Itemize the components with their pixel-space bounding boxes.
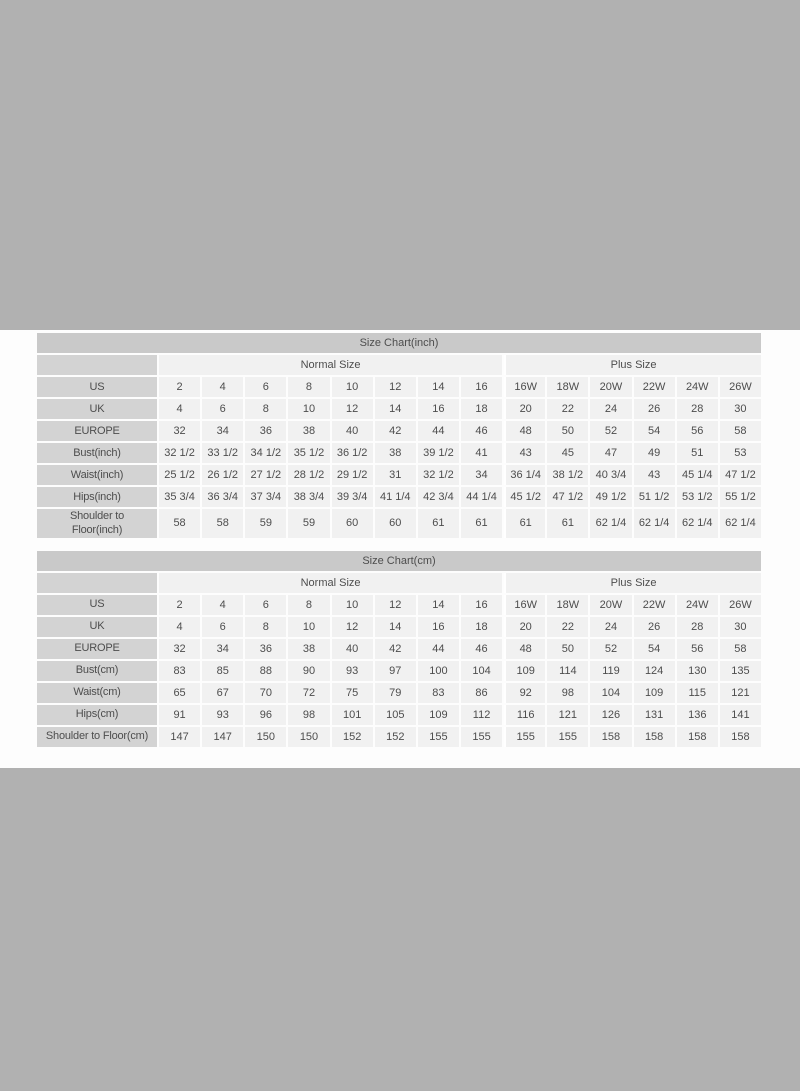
size-value: 4 (202, 377, 243, 397)
size-value: 93 (332, 661, 373, 681)
size-value: 54 (634, 639, 675, 659)
size-value: 4 (159, 617, 200, 637)
size-value: 36 1/2 (332, 443, 373, 463)
size-value: 44 (418, 421, 459, 441)
size-value: 124 (634, 661, 675, 681)
size-value: 47 1/2 (547, 487, 588, 507)
table-title: Size Chart(cm) (37, 551, 761, 571)
size-value: 65 (159, 683, 200, 703)
size-value: 55 1/2 (720, 487, 761, 507)
size-value: 36 (245, 421, 286, 441)
size-value: 53 (720, 443, 761, 463)
size-value: 104 (461, 661, 502, 681)
row-label: UK (37, 617, 157, 637)
size-value: 12 (332, 617, 373, 637)
size-value: 152 (332, 727, 373, 747)
size-value: 131 (634, 705, 675, 725)
size-value: 44 1/4 (461, 487, 502, 507)
size-value: 61 (418, 509, 459, 538)
size-value: 155 (418, 727, 459, 747)
row-label: Shoulder to Floor(inch) (37, 509, 157, 538)
size-value: 47 1/2 (720, 465, 761, 485)
size-value: 28 1/2 (288, 465, 329, 485)
size-value: 32 (159, 639, 200, 659)
size-value: 4 (202, 595, 243, 615)
size-value: 40 (332, 421, 373, 441)
size-value: 22 (547, 617, 588, 637)
size-chart-panel (0, 330, 800, 768)
size-value: 83 (418, 683, 459, 703)
row-label: US (37, 595, 157, 615)
size-value: 152 (375, 727, 416, 747)
size-value: 22 (547, 399, 588, 419)
size-value: 36 (245, 639, 286, 659)
size-value: 27 1/2 (245, 465, 286, 485)
size-value: 52 (590, 639, 631, 659)
size-value: 39 1/2 (418, 443, 459, 463)
size-value: 83 (159, 661, 200, 681)
corner-cell (37, 355, 157, 375)
size-value: 44 (418, 639, 459, 659)
size-value: 12 (332, 399, 373, 419)
size-value: 58 (159, 509, 200, 538)
size-value: 37 3/4 (245, 487, 286, 507)
size-value: 112 (461, 705, 502, 725)
size-value: 100 (418, 661, 459, 681)
size-value: 141 (720, 705, 761, 725)
size-value: 10 (332, 595, 373, 615)
size-value: 114 (547, 661, 588, 681)
row-label: EUROPE (37, 421, 157, 441)
size-value: 130 (677, 661, 718, 681)
size-value: 109 (634, 683, 675, 703)
size-value: 61 (504, 509, 545, 538)
size-value: 49 1/2 (590, 487, 631, 507)
size-value: 58 (202, 509, 243, 538)
size-value: 40 (332, 639, 373, 659)
size-value: 119 (590, 661, 631, 681)
size-value: 16 (461, 595, 502, 615)
row-label: Bust(cm) (37, 661, 157, 681)
size-value: 158 (590, 727, 631, 747)
size-value: 91 (159, 705, 200, 725)
size-value: 67 (202, 683, 243, 703)
size-value: 22W (634, 595, 675, 615)
size-value: 8 (245, 617, 286, 637)
size-value: 38 (375, 443, 416, 463)
size-value: 58 (720, 421, 761, 441)
size-chart-inch-table (35, 331, 763, 540)
size-value: 147 (159, 727, 200, 747)
size-value: 43 (504, 443, 545, 463)
size-value: 59 (288, 509, 329, 538)
size-value: 52 (590, 421, 631, 441)
size-value: 36 3/4 (202, 487, 243, 507)
size-value: 25 1/2 (159, 465, 200, 485)
size-value: 36 1/4 (504, 465, 545, 485)
size-value: 4 (159, 399, 200, 419)
size-value: 41 1/4 (375, 487, 416, 507)
size-value: 24W (677, 595, 718, 615)
row-label: Waist(inch) (37, 465, 157, 485)
size-value: 97 (375, 661, 416, 681)
size-value: 136 (677, 705, 718, 725)
size-value: 24 (590, 399, 631, 419)
size-value: 105 (375, 705, 416, 725)
size-value: 8 (288, 595, 329, 615)
size-value: 150 (245, 727, 286, 747)
column-group-header: Plus Size (504, 355, 761, 375)
size-value: 62 1/4 (590, 509, 631, 538)
size-value: 14 (418, 595, 459, 615)
size-value: 104 (590, 683, 631, 703)
column-group-header: Plus Size (504, 573, 761, 593)
column-group-header: Normal Size (159, 573, 502, 593)
row-label: US (37, 377, 157, 397)
row-label: EUROPE (37, 639, 157, 659)
size-value: 126 (590, 705, 631, 725)
size-value: 6 (245, 377, 286, 397)
size-value: 93 (202, 705, 243, 725)
size-value: 16 (418, 617, 459, 637)
size-value: 10 (332, 377, 373, 397)
size-value: 61 (547, 509, 588, 538)
size-value: 18 (461, 399, 502, 419)
size-value: 32 1/2 (418, 465, 459, 485)
size-value: 26W (720, 377, 761, 397)
size-value: 32 (159, 421, 200, 441)
size-value: 26 1/2 (202, 465, 243, 485)
size-value: 155 (547, 727, 588, 747)
size-value: 53 1/2 (677, 487, 718, 507)
size-value: 56 (677, 639, 718, 659)
size-value: 155 (461, 727, 502, 747)
size-value: 24W (677, 377, 718, 397)
size-value: 32 1/2 (159, 443, 200, 463)
size-value: 50 (547, 639, 588, 659)
size-value: 35 1/2 (288, 443, 329, 463)
size-value: 75 (332, 683, 373, 703)
size-value: 58 (720, 639, 761, 659)
row-label: UK (37, 399, 157, 419)
size-value: 59 (245, 509, 286, 538)
size-value: 22W (634, 377, 675, 397)
size-value: 29 1/2 (332, 465, 373, 485)
size-value: 46 (461, 421, 502, 441)
size-value: 61 (461, 509, 502, 538)
size-value: 39 3/4 (332, 487, 373, 507)
size-value: 34 1/2 (245, 443, 286, 463)
size-value: 26 (634, 617, 675, 637)
size-value: 62 1/4 (634, 509, 675, 538)
size-value: 31 (375, 465, 416, 485)
size-value: 35 3/4 (159, 487, 200, 507)
size-value: 34 (202, 421, 243, 441)
size-value: 98 (288, 705, 329, 725)
table-title: Size Chart(inch) (37, 333, 761, 353)
size-value: 38 3/4 (288, 487, 329, 507)
column-group-header: Normal Size (159, 355, 502, 375)
size-value: 8 (245, 399, 286, 419)
size-value: 56 (677, 421, 718, 441)
size-value: 47 (590, 443, 631, 463)
size-value: 26 (634, 399, 675, 419)
size-value: 20 (504, 617, 545, 637)
size-value: 16 (418, 399, 459, 419)
size-value: 86 (461, 683, 502, 703)
size-value: 33 1/2 (202, 443, 243, 463)
size-value: 8 (288, 377, 329, 397)
size-value: 38 (288, 421, 329, 441)
size-value: 85 (202, 661, 243, 681)
size-value: 45 1/2 (504, 487, 545, 507)
size-value: 158 (720, 727, 761, 747)
size-value: 121 (720, 683, 761, 703)
size-value: 121 (547, 705, 588, 725)
size-value: 109 (504, 661, 545, 681)
size-value: 45 (547, 443, 588, 463)
row-label: Hips(cm) (37, 705, 157, 725)
size-value: 18 (461, 617, 502, 637)
corner-cell (37, 573, 157, 593)
size-value: 10 (288, 399, 329, 419)
size-value: 28 (677, 617, 718, 637)
size-value: 155 (504, 727, 545, 747)
size-value: 135 (720, 661, 761, 681)
size-value: 18W (547, 595, 588, 615)
size-value: 12 (375, 377, 416, 397)
size-value: 150 (288, 727, 329, 747)
size-value: 30 (720, 617, 761, 637)
size-value: 51 1/2 (634, 487, 675, 507)
size-value: 41 (461, 443, 502, 463)
size-chart-cm-table (35, 549, 763, 749)
size-value: 158 (634, 727, 675, 747)
size-value: 14 (375, 399, 416, 419)
size-value: 16W (504, 595, 545, 615)
size-value: 34 (202, 639, 243, 659)
size-value: 45 1/4 (677, 465, 718, 485)
row-label: Bust(inch) (37, 443, 157, 463)
size-value: 72 (288, 683, 329, 703)
size-value: 79 (375, 683, 416, 703)
size-value: 116 (504, 705, 545, 725)
row-label: Hips(inch) (37, 487, 157, 507)
size-value: 12 (375, 595, 416, 615)
size-value: 30 (720, 399, 761, 419)
size-value: 60 (332, 509, 373, 538)
size-value: 26W (720, 595, 761, 615)
size-value: 6 (245, 595, 286, 615)
size-value: 14 (375, 617, 416, 637)
size-value: 38 (288, 639, 329, 659)
size-value: 158 (677, 727, 718, 747)
size-value: 98 (547, 683, 588, 703)
size-value: 16W (504, 377, 545, 397)
size-value: 96 (245, 705, 286, 725)
size-value: 62 1/4 (677, 509, 718, 538)
size-value: 92 (504, 683, 545, 703)
size-value: 51 (677, 443, 718, 463)
size-value: 2 (159, 595, 200, 615)
row-label: Waist(cm) (37, 683, 157, 703)
size-value: 42 3/4 (418, 487, 459, 507)
size-value: 6 (202, 617, 243, 637)
size-value: 42 (375, 639, 416, 659)
size-value: 101 (332, 705, 373, 725)
size-value: 50 (547, 421, 588, 441)
size-value: 49 (634, 443, 675, 463)
size-value: 10 (288, 617, 329, 637)
size-value: 60 (375, 509, 416, 538)
size-value: 43 (634, 465, 675, 485)
size-value: 42 (375, 421, 416, 441)
size-value: 48 (504, 421, 545, 441)
size-value: 115 (677, 683, 718, 703)
size-value: 20 (504, 399, 545, 419)
row-label: Shoulder to Floor(cm) (37, 727, 157, 747)
size-value: 147 (202, 727, 243, 747)
size-value: 46 (461, 639, 502, 659)
size-value: 20W (590, 377, 631, 397)
size-value: 90 (288, 661, 329, 681)
size-value: 48 (504, 639, 545, 659)
size-value: 34 (461, 465, 502, 485)
size-value: 109 (418, 705, 459, 725)
size-value: 40 3/4 (590, 465, 631, 485)
size-value: 38 1/2 (547, 465, 588, 485)
size-value: 28 (677, 399, 718, 419)
size-value: 18W (547, 377, 588, 397)
size-value: 24 (590, 617, 631, 637)
size-value: 6 (202, 399, 243, 419)
size-value: 70 (245, 683, 286, 703)
size-value: 62 1/4 (720, 509, 761, 538)
size-value: 20W (590, 595, 631, 615)
size-value: 54 (634, 421, 675, 441)
size-value: 2 (159, 377, 200, 397)
size-value: 88 (245, 661, 286, 681)
size-value: 16 (461, 377, 502, 397)
size-value: 14 (418, 377, 459, 397)
